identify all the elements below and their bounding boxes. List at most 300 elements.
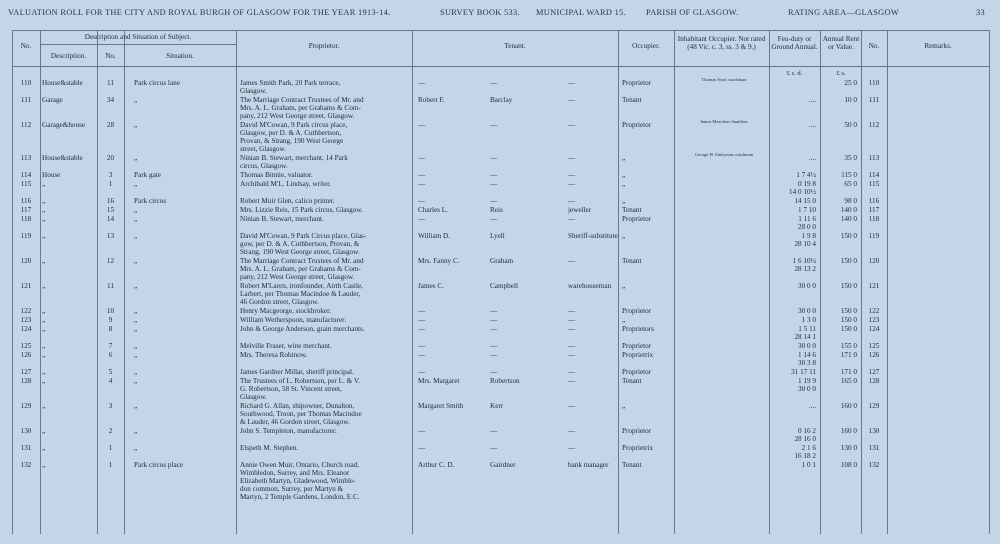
entry-tenant-surname: — bbox=[490, 154, 498, 162]
entry-number-repeat: 125 bbox=[868, 342, 880, 350]
table-row bbox=[0, 154, 1000, 170]
entry-feuduty-line: 1 11 6 bbox=[798, 215, 816, 223]
entry-feuduty-line: 30 0 0 bbox=[798, 342, 816, 350]
entry-street-number: 1 bbox=[108, 180, 113, 188]
unit-ls: £ s. bbox=[836, 70, 846, 77]
roll-title: VALUATION ROLL FOR THE CITY AND ROYAL BURGH OF GLASGOW FOR THE YEAR 1913-14. bbox=[8, 8, 391, 17]
entry-number-repeat: 115 bbox=[868, 180, 880, 188]
entry-situation: „ bbox=[134, 307, 138, 315]
entry-proprietor-line: Elizabeth Martyn, Gladewood, Wimble- bbox=[240, 477, 356, 485]
entry-occupier: Proprietors bbox=[622, 325, 654, 333]
entry-number: 124 bbox=[20, 325, 32, 333]
entry-number-repeat: 112 bbox=[868, 121, 880, 129]
entry-occupier: Proprietor bbox=[622, 307, 652, 315]
entry-number: 116 bbox=[20, 197, 32, 205]
entry-proprietor-line: Mrs. A. L. Graham, per Grahams & Com- bbox=[240, 265, 361, 273]
entry-situation: „ bbox=[134, 282, 138, 290]
entry-occupier: „ bbox=[622, 232, 626, 240]
entry-number: 127 bbox=[20, 368, 32, 376]
entry-tenant-first: Mrs. Fanny C. bbox=[418, 257, 460, 265]
entry-description: „ bbox=[42, 206, 46, 214]
table-row bbox=[0, 307, 1000, 315]
table-row bbox=[0, 96, 1000, 120]
entry-tenant-occupation: warehouseman bbox=[568, 282, 612, 290]
entry-tenant-first: Robert F. bbox=[418, 96, 445, 104]
entry-number: 129 bbox=[20, 402, 32, 410]
entry-tenant-surname: Graham bbox=[490, 257, 514, 265]
entry-tenant-surname: — bbox=[490, 342, 498, 350]
entry-description: „ bbox=[42, 307, 46, 315]
entry-description: „ bbox=[42, 368, 46, 376]
entry-street-number: 15 bbox=[106, 206, 115, 214]
entry-description: „ bbox=[42, 282, 46, 290]
entry-number-repeat: 124 bbox=[868, 325, 880, 333]
entry-tenant-occupation: — bbox=[568, 171, 576, 179]
entry-feuduty-line: .... bbox=[808, 96, 816, 104]
entry-description: „ bbox=[42, 377, 46, 385]
entry-situation: „ bbox=[134, 206, 138, 214]
entry-proprietor-line: The Marriage Contract Trustees of Mr. and bbox=[240, 257, 364, 265]
table-row bbox=[0, 342, 1000, 350]
entry-proprietor-line: street, Glasgow. bbox=[240, 145, 287, 153]
entry-proprietor-line: David M'Cowan, 9 Park Circus place, Glas- bbox=[240, 232, 367, 240]
entry-description: „ bbox=[42, 351, 46, 359]
entry-feuduty-line: 30 0 0 bbox=[798, 307, 816, 315]
entry-description: House&stable bbox=[42, 154, 83, 162]
entry-tenant-occupation: Sheriff-substitute bbox=[568, 232, 618, 240]
col-remarks: Remarks. bbox=[924, 42, 952, 50]
entry-street-number: 7 bbox=[108, 342, 113, 350]
col-feuduty: Feu-duty or Ground Annual. bbox=[771, 35, 818, 51]
entry-tenant-first: Margaret Smith bbox=[418, 402, 464, 410]
entry-feuduty-line: 1 3 0 bbox=[801, 316, 816, 324]
entry-proprietor-line: Thomas Binnie, valuator. bbox=[240, 171, 313, 179]
entry-proprietor-line: Mrs. Lizzie Reis, 15 Park circus, Glasgow. bbox=[240, 206, 363, 214]
entry-annual-rent: 150 0 bbox=[840, 316, 857, 324]
entry-occupier: „ bbox=[622, 171, 626, 179]
entry-annual-rent: 150 0 bbox=[840, 307, 857, 315]
entry-tenant-occupation: — bbox=[568, 368, 576, 376]
entry-annual-rent: 160 0 bbox=[840, 427, 857, 435]
entry-tenant-occupation: — bbox=[568, 79, 576, 87]
entry-tenant-occupation: — bbox=[568, 215, 576, 223]
entry-tenant-surname: — bbox=[490, 351, 498, 359]
entry-tenant-first: — bbox=[418, 351, 426, 359]
entry-tenant-surname: — bbox=[490, 197, 498, 205]
entry-tenant-surname: — bbox=[490, 444, 498, 452]
entry-annual-rent: 115 0 bbox=[841, 171, 857, 179]
entry-situation: „ bbox=[134, 232, 138, 240]
entry-occupier: „ bbox=[622, 402, 626, 410]
entry-proprietor-line: Larbert, per Thomas Macindoe & Lauder, bbox=[240, 290, 361, 298]
entry-occupier: Proprietrix bbox=[622, 444, 654, 452]
col-situation: Situation. bbox=[166, 52, 194, 60]
entry-inhabitant-occupier: James Meachan chauffeur bbox=[700, 119, 748, 124]
table-row bbox=[0, 215, 1000, 231]
entry-feuduty-line: 0 19 8 bbox=[798, 180, 816, 188]
entry-number: 119 bbox=[20, 232, 32, 240]
entry-street-number: 11 bbox=[107, 282, 114, 290]
entry-description: „ bbox=[42, 427, 46, 435]
entry-annual-rent: 130 0 bbox=[840, 444, 857, 452]
table-row bbox=[0, 232, 1000, 256]
entry-proprietor-line: John & George Anderson, grain merchants. bbox=[240, 325, 365, 333]
page-header bbox=[0, 0, 1000, 22]
table-row bbox=[0, 351, 1000, 367]
entry-tenant-first: — bbox=[418, 79, 426, 87]
entry-number: 114 bbox=[20, 171, 32, 179]
entry-street-number: 3 bbox=[108, 402, 113, 410]
entry-tenant-occupation: — bbox=[568, 377, 576, 385]
entry-tenant-surname: — bbox=[490, 307, 498, 315]
entry-tenant-surname: — bbox=[490, 316, 498, 324]
entry-proprietor-line: Glasgow. bbox=[240, 87, 267, 95]
table-row bbox=[0, 121, 1000, 153]
entry-situation: „ bbox=[134, 257, 138, 265]
entry-tenant-first: — bbox=[418, 215, 426, 223]
entry-proprietor-line: Ninian B. Stewart, merchant, 14 Park bbox=[240, 154, 348, 162]
entry-situation: „ bbox=[134, 444, 138, 452]
entry-feuduty-line: 31 17 11 bbox=[791, 368, 816, 376]
entry-occupier: „ bbox=[622, 154, 626, 162]
entry-feuduty-line: 1 9 8 bbox=[801, 232, 816, 240]
unit-lsd: £ s. d. bbox=[786, 70, 803, 77]
entry-tenant-first: — bbox=[418, 325, 426, 333]
entry-feuduty-line: 0 16 2 bbox=[798, 427, 816, 435]
entry-proprietor-line: Archibald M'L. Lindsay, writer. bbox=[240, 180, 332, 188]
entry-situation: Park circus place bbox=[134, 461, 184, 469]
entry-street-number: 1 bbox=[108, 444, 113, 452]
entry-proprietor-line: Mrs. A. L. Graham, per Grahams & Com- bbox=[240, 104, 361, 112]
entry-tenant-occupation: — bbox=[568, 121, 576, 129]
entry-annual-rent: 50 0 bbox=[844, 121, 857, 129]
parish: PARISH OF GLASGOW. bbox=[646, 8, 739, 17]
entry-number-repeat: 110 bbox=[868, 79, 880, 87]
entry-number: 121 bbox=[20, 282, 32, 290]
entry-annual-rent: 150 0 bbox=[840, 257, 857, 265]
entry-tenant-occupation: — bbox=[568, 316, 576, 324]
entry-feuduty-line: 28 0 0 bbox=[798, 223, 816, 231]
entry-tenant-surname: — bbox=[490, 180, 498, 188]
entry-proprietor-line: William Wetherspoon, manufacturer. bbox=[240, 316, 346, 324]
entry-description: Garage&house bbox=[42, 121, 86, 129]
entry-feuduty-line: 30 3 8 bbox=[798, 359, 816, 367]
entry-tenant-first: — bbox=[418, 171, 426, 179]
entry-annual-rent: 160 0 bbox=[840, 402, 857, 410]
entry-number-repeat: 132 bbox=[868, 461, 880, 469]
entry-tenant-first: — bbox=[418, 121, 426, 129]
entry-situation: „ bbox=[134, 351, 138, 359]
entry-tenant-surname: Barclay bbox=[490, 96, 513, 104]
entry-proprietor-line: Martyn, 2 Temple Gardens, London, E.C. bbox=[240, 493, 360, 501]
entry-tenant-first: — bbox=[418, 316, 426, 324]
entry-occupier: „ bbox=[622, 282, 626, 290]
entry-situation: „ bbox=[134, 316, 138, 324]
entry-street-number: 8 bbox=[108, 325, 113, 333]
entry-tenant-occupation: — bbox=[568, 325, 576, 333]
entry-street-number: 6 bbox=[108, 351, 113, 359]
entry-annual-rent: 140 0 bbox=[840, 206, 857, 214]
entry-number-repeat: 130 bbox=[868, 427, 880, 435]
entry-situation: „ bbox=[134, 215, 138, 223]
table-row bbox=[0, 368, 1000, 376]
entry-proprietor-line: Provan, & Strang, 190 West George bbox=[240, 137, 344, 145]
entry-street-number: 34 bbox=[106, 96, 115, 104]
entry-feuduty-line: 28 16 0 bbox=[794, 435, 816, 443]
entry-tenant-surname: Gairdner bbox=[490, 461, 516, 469]
table-row bbox=[0, 206, 1000, 214]
entry-annual-rent: 150 0 bbox=[840, 282, 857, 290]
entry-occupier: Proprietor bbox=[622, 368, 652, 376]
entry-tenant-occupation: — bbox=[568, 427, 576, 435]
entry-proprietor-line: Melville Fraser, wine merchant. bbox=[240, 342, 332, 350]
entry-number: 122 bbox=[20, 307, 32, 315]
entry-number-repeat: 118 bbox=[868, 215, 880, 223]
entry-proprietor-line: Wimbledon, Surrey, and Mrs. Eleanor bbox=[240, 469, 350, 477]
entry-proprietor-line: pany, 212 West George street, Glasgow. bbox=[240, 112, 355, 120]
entry-tenant-first: James C. bbox=[418, 282, 444, 290]
entry-feuduty-line: 28 14 1 bbox=[794, 333, 816, 341]
entry-occupier: „ bbox=[622, 197, 626, 205]
entry-feuduty-line: 1 6 10½ bbox=[792, 257, 816, 265]
entry-occupier: Tenant bbox=[622, 377, 642, 385]
entry-street-number: 20 bbox=[106, 154, 115, 162]
entry-tenant-occupation: — bbox=[568, 257, 576, 265]
entry-annual-rent: 25 0 bbox=[844, 79, 857, 87]
entry-number: 118 bbox=[20, 215, 32, 223]
entry-situation: „ bbox=[134, 121, 138, 129]
entry-number: 131 bbox=[20, 444, 32, 452]
entry-proprietor-line: don common, Surrey, per Martyn & bbox=[240, 485, 344, 493]
entry-number: 123 bbox=[20, 316, 32, 324]
entry-description: House&stable bbox=[42, 79, 83, 87]
entry-street-number: 16 bbox=[106, 197, 115, 205]
entry-situation: „ bbox=[134, 427, 138, 435]
entry-number: 113 bbox=[20, 154, 32, 162]
entry-feuduty-line: 28 10 4 bbox=[794, 240, 816, 248]
entry-description: „ bbox=[42, 461, 46, 469]
entry-tenant-surname: — bbox=[490, 427, 498, 435]
entry-description: „ bbox=[42, 402, 46, 410]
entry-occupier: Tenant bbox=[622, 461, 642, 469]
entry-description: „ bbox=[42, 215, 46, 223]
entry-occupier: Tenant bbox=[622, 96, 642, 104]
entry-annual-rent: 35 0 bbox=[844, 154, 857, 162]
table-row bbox=[0, 257, 1000, 281]
entry-tenant-surname: — bbox=[490, 171, 498, 179]
entry-tenant-first: — bbox=[418, 154, 426, 162]
entry-street-number: 4 bbox=[108, 377, 113, 385]
entry-inhabitant-occupier: Thomas Scott coachman bbox=[701, 77, 747, 82]
entry-tenant-occupation: — bbox=[568, 96, 576, 104]
entry-number-repeat: 127 bbox=[868, 368, 880, 376]
entry-feuduty-line: 1 7 10 bbox=[798, 206, 816, 214]
entry-tenant-surname: Kerr bbox=[490, 402, 504, 410]
col-inhabitant: Inhabitant Occupier. Not rated (48 Vic. c. 3, ss. 3 & 9.) bbox=[677, 35, 766, 51]
entry-description: „ bbox=[42, 180, 46, 188]
entry-description: „ bbox=[42, 444, 46, 452]
entry-proprietor-line: The Marriage Contract Trustees of Mr. and bbox=[240, 96, 364, 104]
entry-number: 111 bbox=[20, 96, 32, 104]
entry-proprietor-line: Robert Muir Glen, calico printer. bbox=[240, 197, 335, 205]
entry-tenant-occupation: bank manager bbox=[568, 461, 609, 469]
entry-description: House bbox=[42, 171, 61, 179]
entry-proprietor-line: Southwood, Troon, per Thomas Macindoe bbox=[240, 410, 362, 418]
entry-number-repeat: 111 bbox=[868, 96, 880, 104]
entry-occupier: Tenant bbox=[622, 206, 642, 214]
col-group: Description and Situation of Subject. bbox=[84, 33, 192, 41]
entry-number: 128 bbox=[20, 377, 32, 385]
entry-feuduty-line: .... bbox=[808, 154, 816, 162]
entry-number-repeat: 128 bbox=[868, 377, 880, 385]
entry-tenant-occupation: — bbox=[568, 154, 576, 162]
entry-annual-rent: 150 0 bbox=[840, 325, 857, 333]
entry-tenant-surname: — bbox=[490, 121, 498, 129]
entry-tenant-surname: — bbox=[490, 325, 498, 333]
entry-inhabitant-occupier: George H. Finlayson coachman bbox=[694, 152, 754, 157]
entry-number-repeat: 122 bbox=[868, 307, 880, 315]
entry-tenant-first: Charles L. bbox=[418, 206, 448, 214]
entry-annual-rent: 65 0 bbox=[844, 180, 857, 188]
entry-tenant-occupation: — bbox=[568, 342, 576, 350]
entry-feuduty-line: 1 19 9 bbox=[798, 377, 816, 385]
entry-situation: Park gate bbox=[134, 171, 161, 179]
entry-street-number: 9 bbox=[108, 316, 113, 324]
entry-annual-rent: 98 0 bbox=[844, 197, 857, 205]
entry-number-repeat: 126 bbox=[868, 351, 880, 359]
entry-tenant-first: — bbox=[418, 180, 426, 188]
col-rent: Annual Rent or Value. bbox=[822, 35, 860, 51]
entry-annual-rent: 108 0 bbox=[840, 461, 857, 469]
entry-description: „ bbox=[42, 197, 46, 205]
table-row bbox=[0, 282, 1000, 306]
entry-annual-rent: 171 0 bbox=[840, 351, 857, 359]
entry-number: 130 bbox=[20, 427, 32, 435]
entry-situation: Park circus lane bbox=[134, 79, 180, 87]
table-row bbox=[0, 316, 1000, 324]
entry-occupier: Proprietor bbox=[622, 342, 652, 350]
rating-area: RATING AREA—GLASGOW bbox=[788, 8, 900, 17]
entry-number-repeat: 123 bbox=[868, 316, 880, 324]
entry-tenant-occupation: — bbox=[568, 444, 576, 452]
entry-proprietor-line: James Gardner Millar, sheriff principal. bbox=[240, 368, 354, 376]
entry-occupier: „ bbox=[622, 180, 626, 188]
entry-description: „ bbox=[42, 257, 46, 265]
entry-tenant-occupation: — bbox=[568, 307, 576, 315]
entry-occupier: Proprietor bbox=[622, 121, 652, 129]
entry-annual-rent: 150 0 bbox=[840, 232, 857, 240]
entry-annual-rent: 171 0 bbox=[840, 368, 857, 376]
entry-situation: „ bbox=[134, 368, 138, 376]
entry-street-number: 11 bbox=[107, 79, 114, 87]
entry-proprietor-line: Mrs. Theresa Robinow. bbox=[240, 351, 308, 359]
survey-book: SURVEY BOOK 533. bbox=[440, 8, 520, 17]
col-proprietor: Proprietor. bbox=[308, 42, 340, 50]
entry-occupier: Proprietor bbox=[622, 215, 652, 223]
entry-tenant-first: — bbox=[418, 444, 426, 452]
entry-number-repeat: 114 bbox=[868, 171, 880, 179]
entry-description: „ bbox=[42, 325, 46, 333]
entry-proprietor-line: Glasgow. bbox=[240, 393, 267, 401]
entry-occupier: Tenant bbox=[622, 257, 642, 265]
entry-annual-rent: 165 0 bbox=[840, 377, 857, 385]
entry-tenant-surname: Lyell bbox=[490, 232, 505, 240]
entry-number: 115 bbox=[20, 180, 32, 188]
entry-number: 126 bbox=[20, 351, 32, 359]
entry-street-number: 1 bbox=[108, 461, 113, 469]
entry-situation: „ bbox=[134, 96, 138, 104]
entry-tenant-occupation: — bbox=[568, 402, 576, 410]
entry-number: 112 bbox=[20, 121, 32, 129]
entry-feuduty-line: 1 0 1 bbox=[801, 461, 816, 469]
entry-proprietor-line: Robert M'Laren, ironfounder, Airth Castle, bbox=[240, 282, 363, 290]
entry-description: „ bbox=[42, 316, 46, 324]
entry-annual-rent: 155 0 bbox=[840, 342, 857, 350]
entry-street-number: 5 bbox=[108, 368, 113, 376]
entry-feuduty-line: .... bbox=[808, 121, 816, 129]
entry-feuduty-line: 1 7 4½ bbox=[796, 171, 816, 179]
table-row bbox=[0, 197, 1000, 205]
entry-feuduty-line: 1 5 11 bbox=[798, 325, 816, 333]
entry-proprietor-line: Henry Macgeorge, stockbroker. bbox=[240, 307, 331, 315]
entry-number-repeat: 131 bbox=[868, 444, 880, 452]
entry-tenant-first: Arthur C. D. bbox=[418, 461, 455, 469]
entry-feuduty-line: 2 1 6 bbox=[801, 444, 816, 452]
entry-number: 120 bbox=[20, 257, 32, 265]
municipal-ward: MUNICIPAL WARD 15. bbox=[536, 8, 627, 17]
entry-annual-rent: 10 0 bbox=[844, 96, 857, 104]
entry-description: Garage bbox=[42, 96, 63, 104]
entry-feuduty-line: 1 14 6 bbox=[798, 351, 816, 359]
entry-street-number: 14 bbox=[106, 215, 115, 223]
entry-proprietor-line: G. Robertson, 58 St. Vincent street, bbox=[240, 385, 342, 393]
entry-street-number: 28 bbox=[106, 121, 115, 129]
entry-proprietor-line: gow, per D. & A. Cuthbertson, Provan, & bbox=[240, 240, 360, 248]
entry-proprietor-line: James Smith Park, 20 Park terrace, bbox=[240, 79, 341, 87]
entry-proprietor-line: Ninian B. Stewart, merchant. bbox=[240, 215, 324, 223]
entry-situation: „ bbox=[134, 377, 138, 385]
entry-occupier: Proprietor bbox=[622, 79, 652, 87]
entry-feuduty-line: .... bbox=[808, 402, 816, 410]
entry-occupier: Proprietor bbox=[622, 427, 652, 435]
entry-feuduty-line: 30 0 0 bbox=[798, 282, 816, 290]
entry-situation: „ bbox=[134, 325, 138, 333]
page-number: 33 bbox=[976, 8, 985, 17]
table-row bbox=[0, 427, 1000, 443]
col-occupier: Occupier. bbox=[632, 42, 660, 50]
table-row bbox=[0, 461, 1000, 501]
entry-number: 125 bbox=[20, 342, 32, 350]
entry-tenant-surname: — bbox=[490, 215, 498, 223]
entry-situation: „ bbox=[134, 180, 138, 188]
entry-feuduty-line: 14 15 0 bbox=[794, 197, 816, 205]
entry-proprietor-line: Richard G. Allan, shipowner, Dunalton, bbox=[240, 402, 355, 410]
entry-proprietor-line: Glasgow, per D. & A. Cuthbertson, bbox=[240, 129, 342, 137]
entry-number-repeat: 120 bbox=[868, 257, 880, 265]
entry-proprietor-line: 46 Gordon street, Glasgow. bbox=[240, 298, 319, 306]
entry-occupier: „ bbox=[622, 316, 626, 324]
entry-tenant-first: — bbox=[418, 307, 426, 315]
entry-situation: „ bbox=[134, 342, 138, 350]
entry-tenant-surname: Reis bbox=[490, 206, 503, 214]
entry-number: 110 bbox=[20, 79, 32, 87]
entry-proprietor-line: pany, 212 West George street, Glasgow. bbox=[240, 273, 355, 281]
entry-proprietor-line: Strang, 190 West George street, Glasgow. bbox=[240, 248, 360, 256]
entry-tenant-surname: Robertson bbox=[490, 377, 520, 385]
col-no-3: No. bbox=[868, 42, 880, 50]
entry-number-repeat: 121 bbox=[868, 282, 880, 290]
col-no-2: No. bbox=[105, 52, 116, 60]
